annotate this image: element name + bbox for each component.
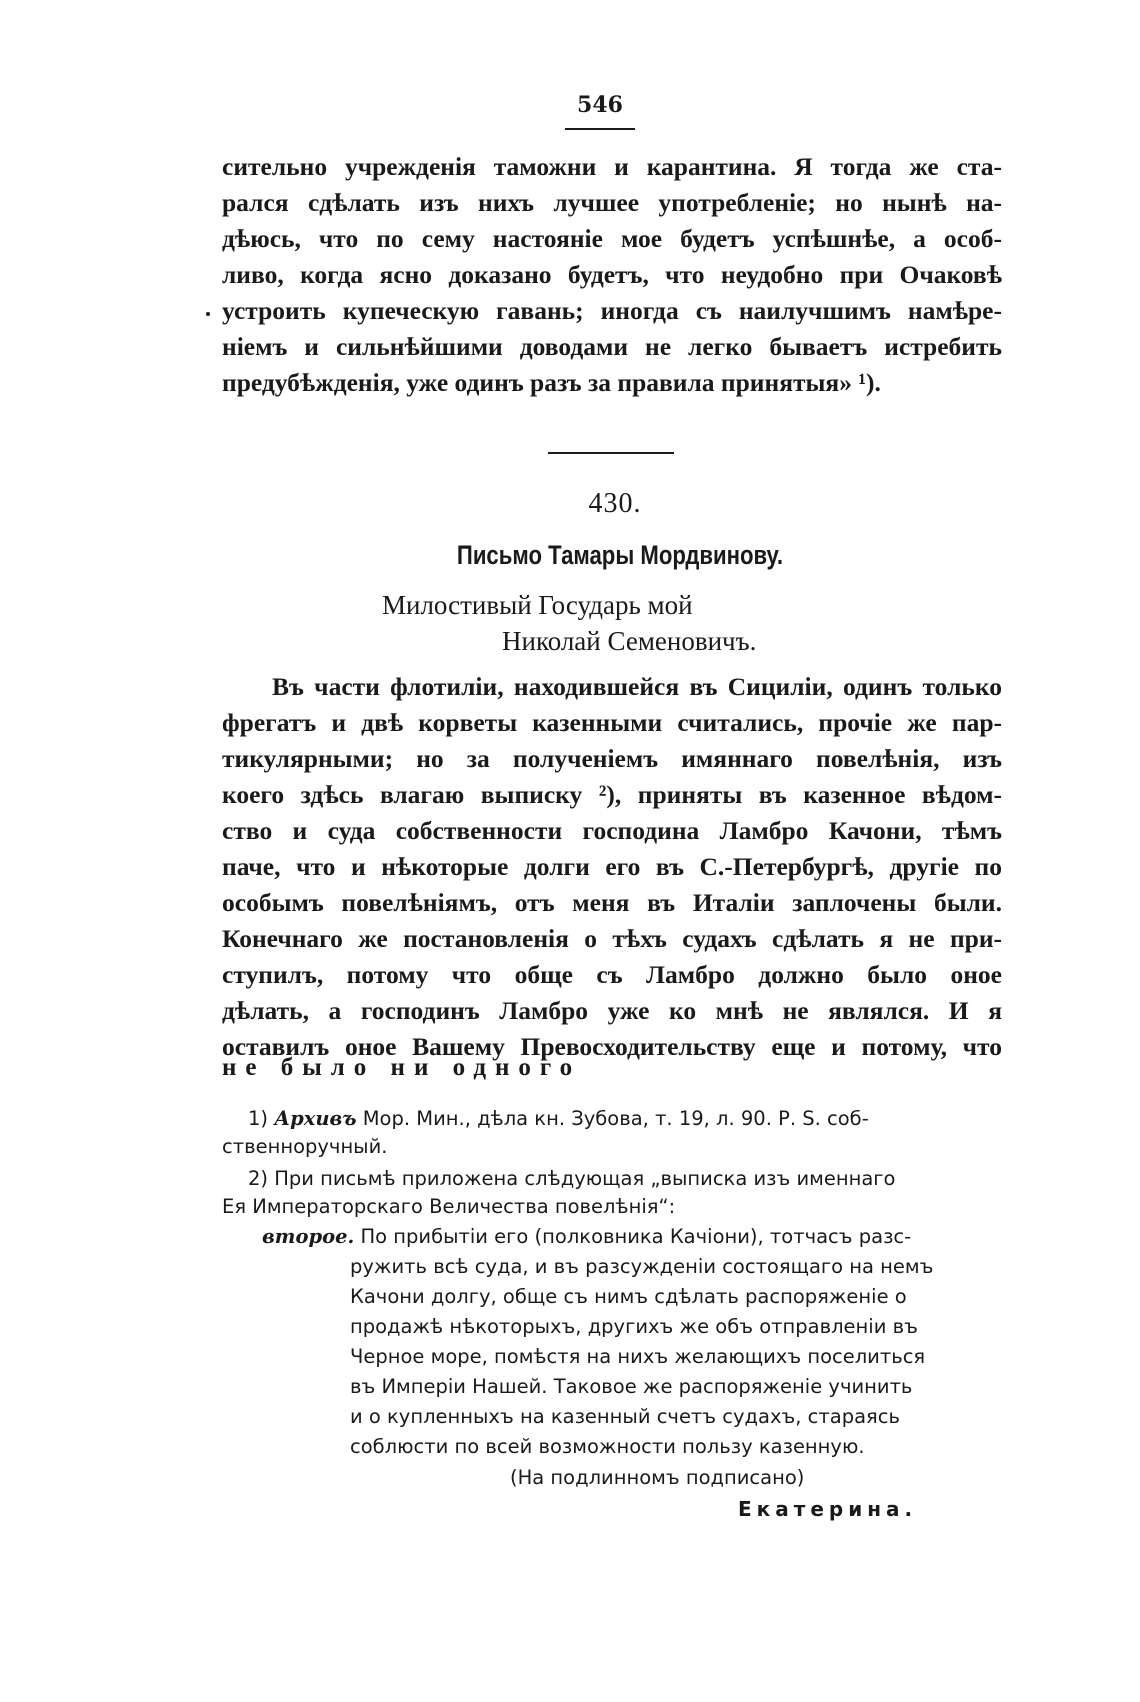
salutation-line-2: Николай Семеновичъ.: [502, 626, 757, 656]
footnote-2-text: При письмѣ приложена слѣдующая „выписка изъ именнаго: [274, 1167, 896, 1190]
body-line: дѣлать, а господинъ Ламбро уже ко мнѣ не являлся. И я: [222, 996, 1002, 1025]
body-line: коего здѣсь влагаю выписку ²), приняты въ казенное вѣдом-: [222, 780, 1002, 809]
page-number: 546: [577, 92, 623, 118]
intro-line: дѣюсь, что по сему настояніе мое будетъ успѣшнѣе, а особ-: [222, 224, 1002, 253]
document-number: 430.: [588, 488, 642, 519]
footnote-2-item-line: въ Имперіи Нашей. Таковое же распоряженіе учинить: [350, 1375, 913, 1398]
margin-dot: [206, 312, 210, 316]
intro-line: сительно учрежденія таможни и карантина. Я тогда же ста-: [222, 152, 1002, 181]
body-line: оставилъ оное Вашему Превосходительству еще и потому, что: [222, 1032, 1002, 1061]
footnote-1-source: Архивъ: [274, 1107, 357, 1130]
document-title: Письмо Тамары Мордвинову.: [456, 540, 784, 570]
footnote-2-item-line: Качони долгу, обще съ нимъ сдѣлать распоряженіе о: [350, 1285, 907, 1308]
intro-line: рался сдѣлать изъ нихъ лучшее употребленіе; но нынѣ на-: [222, 188, 1002, 217]
signature: Екатерина.: [738, 1497, 918, 1521]
signature-note: (На подлинномъ подписано): [510, 1466, 805, 1489]
footnote-2-marker: 2): [248, 1167, 269, 1190]
footnote-1-marker: 1): [248, 1107, 269, 1130]
intro-line: ливо, когда ясно доказано будетъ, что неудобно при Очаковѣ: [222, 260, 1002, 289]
salutation-line-1: Милостивый Государь мой: [382, 590, 693, 620]
body-line: тикулярными; но за полученіемъ имяннаго повелѣнія, изъ: [222, 744, 1002, 773]
intro-line: устроить купеческую гавань; иногда съ наилучшимъ намѣре-: [222, 296, 1002, 325]
footnote-2-item-label: второе.: [262, 1225, 355, 1248]
body-line: ство и суда собственности господина Ламбро Качони, тѣмъ: [222, 816, 1002, 845]
body-line: особымъ повелѣніямъ, отъ меня въ Италіи заплочены были.: [222, 888, 1002, 917]
section-divider: [548, 452, 674, 454]
footnote-2-item-line: соблюсти по всей возможности пользу казенную.: [350, 1435, 865, 1458]
footnote-2-item-line: продажѣ нѣкоторыхъ, другихъ же объ отправленіи въ: [350, 1315, 918, 1338]
footnote-2-item-line: и о купленныхъ на казенный счетъ судахъ, стараясь: [350, 1405, 900, 1428]
intro-line: предубѣжденія, уже одинъ разъ за правила принятыя» ¹).: [222, 368, 881, 397]
footnote-2-item-text: По прибытіи его (полковника Качіони), тотчасъ разс-: [360, 1225, 912, 1248]
page-number-underline: [565, 128, 635, 130]
cutoff-text: не было ни одного: [222, 1054, 582, 1081]
footnote-2-item-line-1: [262, 1224, 1002, 1250]
footnote-2-line-1: [248, 1166, 1002, 1192]
body-line: паче, что и нѣкоторые долги его въ С.-Петербургѣ, другіе по: [222, 852, 1002, 881]
cutoff-line: [222, 1054, 1002, 1084]
footnote-2-item-line: ружить всѣ суда, и въ разсужденіи состоящаго на немъ: [350, 1255, 934, 1278]
body-line: ступилъ, потому что обще съ Ламбро должно было оное: [222, 960, 1002, 989]
body-line: Конечнаго же постановленія о тѣхъ судахъ сдѣлать я не при-: [222, 924, 1002, 953]
footnote-2-item-line: Черное море, помѣстя на нихъ желающихъ поселиться: [350, 1345, 926, 1368]
footnote-2-line-2: Ея Императорскаго Величества повелѣнія“:: [222, 1195, 676, 1218]
footnote-1-line-2: ственноручный.: [222, 1135, 388, 1158]
footnote-1-text: Мор. Мин., дѣла кн. Зубова, т. 19, л. 90. Р. S. соб-: [362, 1107, 869, 1130]
body-line: фрегатъ и двѣ корветы казенными считались, прочіе же пар-: [222, 708, 1002, 737]
intro-line: ніемъ и сильнѣйшими доводами не легко бываетъ истребить: [222, 332, 1002, 361]
footnote-1-line-1: [248, 1106, 1002, 1132]
body-line: Въ части флотиліи, находившейся въ Сициліи, одинъ только: [272, 672, 1002, 701]
